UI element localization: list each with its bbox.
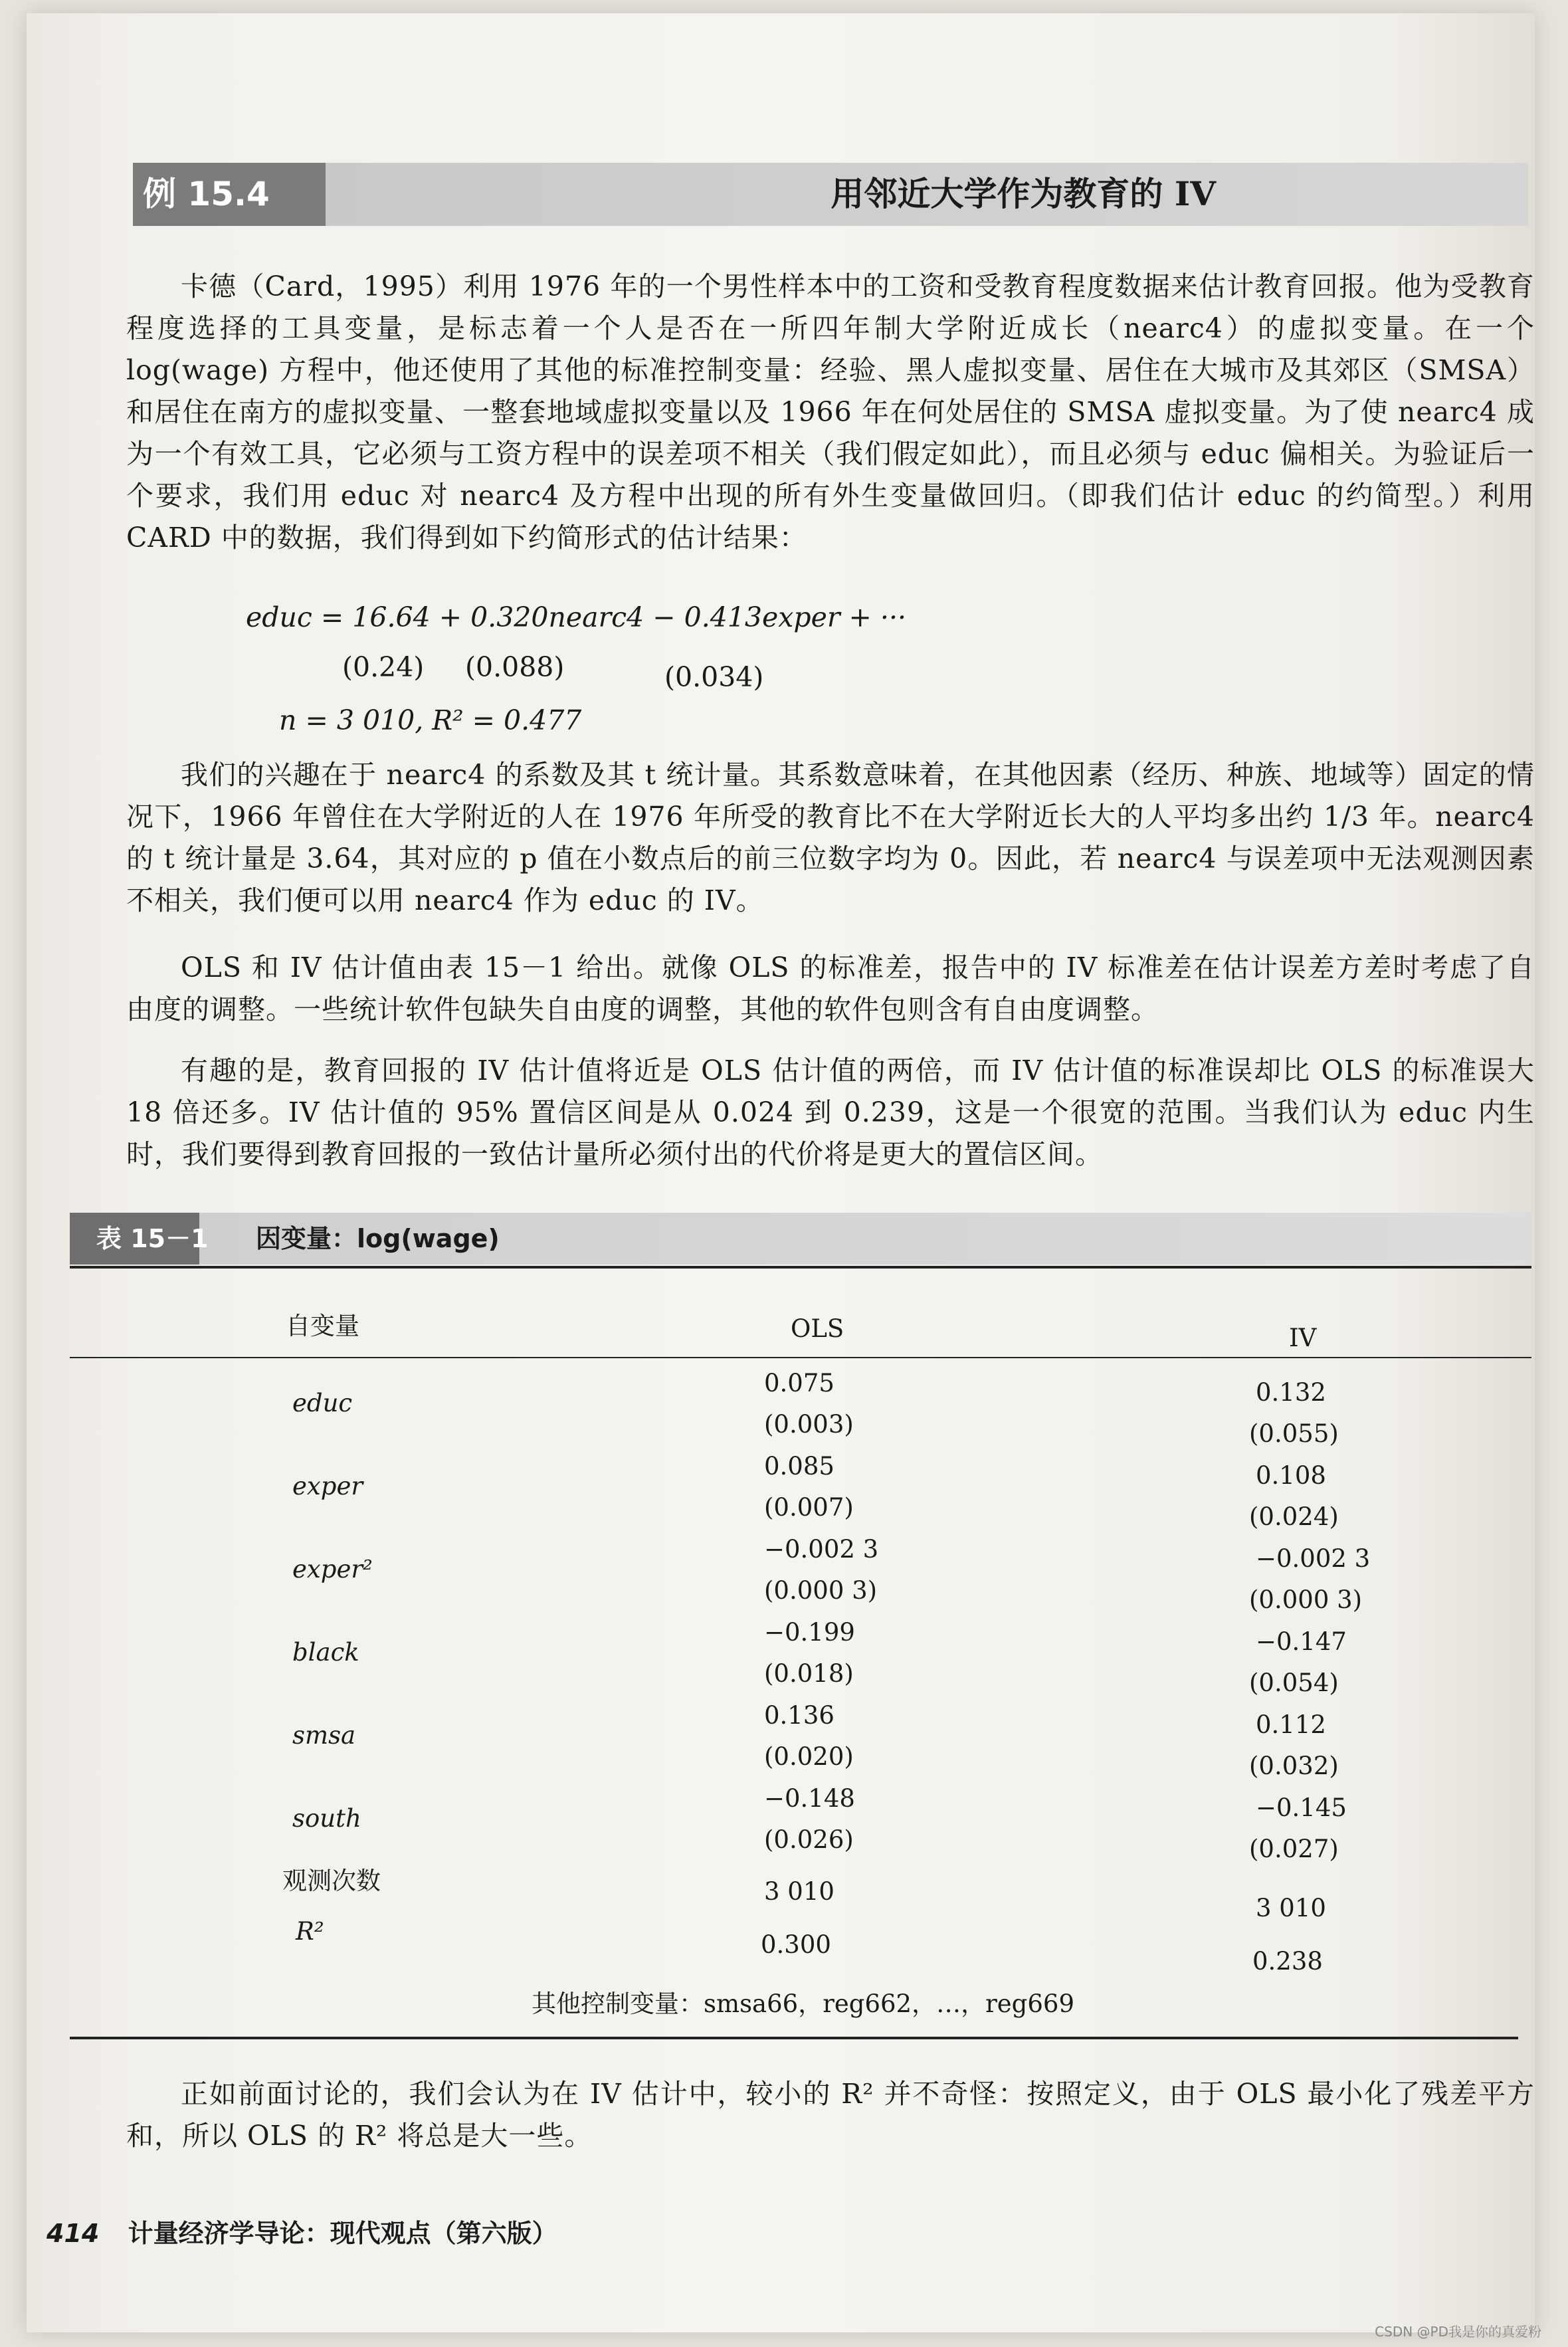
table-number: 表 15－1 <box>96 1224 209 1253</box>
row-iv-2: −0.002 3 <box>1256 1544 1371 1573</box>
row-ols-2: −0.002 3 <box>764 1535 879 1564</box>
r2-iv: 0.238 <box>1252 1947 1323 1976</box>
row-ols-se-0: (0.003) <box>764 1410 854 1439</box>
watermark: CSDN @PD我是你的真爱粉 <box>1375 2324 1541 2340</box>
row-ols-se-2: (0.000 3) <box>764 1576 878 1605</box>
row-iv-se-5: (0.027) <box>1249 1835 1339 1863</box>
row-var-5: south <box>292 1804 361 1833</box>
r2-label: R² <box>296 1917 324 1946</box>
row-iv-se-4: (0.032) <box>1249 1752 1339 1780</box>
r2-ols: 0.300 <box>761 1930 831 1959</box>
example-tag: 例 15.4 <box>143 175 270 213</box>
row-ols-se-5: (0.026) <box>764 1825 854 1854</box>
row-var-2: exper² <box>292 1555 373 1583</box>
other-controls: 其他控制变量：smsa66，reg662，…，reg669 <box>532 1990 1074 2018</box>
row-iv-se-1: (0.024) <box>1249 1502 1339 1531</box>
equation-se-1: (0.24) <box>342 651 425 683</box>
row-ols-3: −0.199 <box>764 1618 855 1647</box>
row-iv-5: −0.145 <box>1256 1793 1347 1822</box>
row-var-4: smsa <box>292 1721 356 1750</box>
page-number: 414 <box>47 2219 100 2248</box>
paragraph-5: 正如前面讨论的，我们会认为在 IV 估计中，较小的 R² 并不奇怪：按照定义，由于 OLS 最小化了残差平方和，所以 OLS 的 R² 将总是大一些。 <box>126 2078 1535 2152</box>
row-iv-0: 0.132 <box>1256 1378 1326 1407</box>
example-banner <box>133 163 1528 226</box>
obs-ols: 3 010 <box>764 1877 834 1906</box>
row-iv-4: 0.112 <box>1256 1710 1326 1739</box>
row-ols-1: 0.085 <box>764 1452 834 1480</box>
row-var-3: black <box>292 1638 359 1667</box>
row-ols-se-4: (0.020) <box>764 1742 854 1771</box>
table-dependent-variable: 因变量：log(wage) <box>256 1224 500 1253</box>
row-var-0: educ <box>292 1389 353 1417</box>
row-iv-1: 0.108 <box>1256 1461 1326 1490</box>
row-iv-se-0: (0.055) <box>1249 1419 1339 1448</box>
col-header-ols: OLS <box>791 1314 844 1343</box>
obs-iv: 3 010 <box>1256 1894 1326 1922</box>
row-ols-4: 0.136 <box>764 1701 834 1730</box>
paragraph-2: 我们的兴趣在于 nearc4 的系数及其 t 统计量。其系数意味着，在其他因素（经历、种族、地域等）固定的情况下，1966 年曾住在大学附近的人在 1976 年所受的教育比不在大学附近长大的人平均多出约 1/3 年。nearc4 的 t 统计量是 3.64，其对应的 p 值在小数点后的前三位数字均为 0。因此，若 nearc4 与误差项中无法观测因素不相关，我们便可以用 nearc4 作为 educ 的 IV。 <box>126 759 1535 916</box>
book-title: 计量经济学导论：现代观点（第六版） <box>128 2219 557 2248</box>
paragraph-3: OLS 和 IV 估计值由表 15－1 给出。就像 OLS 的标准差，报告中的 IV 标准差在估计误差方差时考虑了自由度的调整。一些统计软件包缺失自由度的调整，其他的软件包则含有自由度调整。 <box>126 952 1535 1025</box>
row-ols-5: −0.148 <box>764 1784 855 1813</box>
table-header-rule <box>70 1357 1531 1358</box>
equation-se-3: (0.034) <box>664 661 764 693</box>
obs-label: 观测次数 <box>282 1867 381 1895</box>
table-top-rule <box>70 1266 1531 1269</box>
row-ols-se-3: (0.018) <box>764 1659 854 1688</box>
row-ols-se-1: (0.007) <box>764 1493 854 1522</box>
paragraph-1: 卡德（Card，1995）利用 1976 年的一个男性样本中的工资和受教育程度数据来估计教育回报。他为受教育程度选择的工具变量，是标志着一个人是否在一所四年制大学附近成长（nearc4）的虚拟变量。在一个 log(wage) 方程中，他还使用了其他的标准控制变量：经验、黑人虚拟变量、居住在大城市及其郊区（SMSA）和居住在南方的虚拟变量、一整套地域虚拟变量以及 1966 年在何处居住的 SMSA 虚拟变量。为了使 nearc4 成为一个有效工具，它必须与工资方程中的误差项不相关（我们假定如此），而且必须与 educ 偏相关。为验证后一个要求，我们用 educ 对 nearc4 及方程中出现的所有外生变量做回归。（即我们估计 educ 的约简型。）利用 CARD 中的数据，我们得到如下约简形式的估计结果： <box>126 270 1535 554</box>
table-header-bar <box>70 1213 1531 1265</box>
equation-2: n = 3 010, R² = 0.477 <box>279 704 582 736</box>
col-header-iv: IV <box>1289 1324 1317 1352</box>
example-title: 用邻近大学作为教育的 IV <box>831 174 1216 213</box>
row-ols-0: 0.075 <box>764 1369 834 1397</box>
equation-1: educ = 16.64 + 0.320nearc4 − 0.413exper + ··· <box>246 601 907 633</box>
row-iv-se-2: (0.000 3) <box>1249 1585 1363 1614</box>
row-iv-3: −0.147 <box>1256 1627 1347 1656</box>
row-var-1: exper <box>292 1472 363 1500</box>
row-iv-se-3: (0.054) <box>1249 1669 1339 1697</box>
table-bottom-rule <box>70 2037 1518 2039</box>
col-header-vars: 自变量 <box>286 1312 359 1340</box>
equation-se-2: (0.088) <box>465 651 565 683</box>
page-footer <box>47 2213 557 2249</box>
paragraph-4: 有趣的是，教育回报的 IV 估计值将近是 OLS 估计值的两倍，而 IV 估计值的标准误却比 OLS 的标准误大 18 倍还多。IV 估计值的 95% 置信区间是从 0.024 到 0.239，这是一个很宽的范围。当我们认为 educ 内生时，我们要得到教育回报的一致估计量所必须付出的代价将是更大的置信区间。 <box>126 1055 1535 1170</box>
